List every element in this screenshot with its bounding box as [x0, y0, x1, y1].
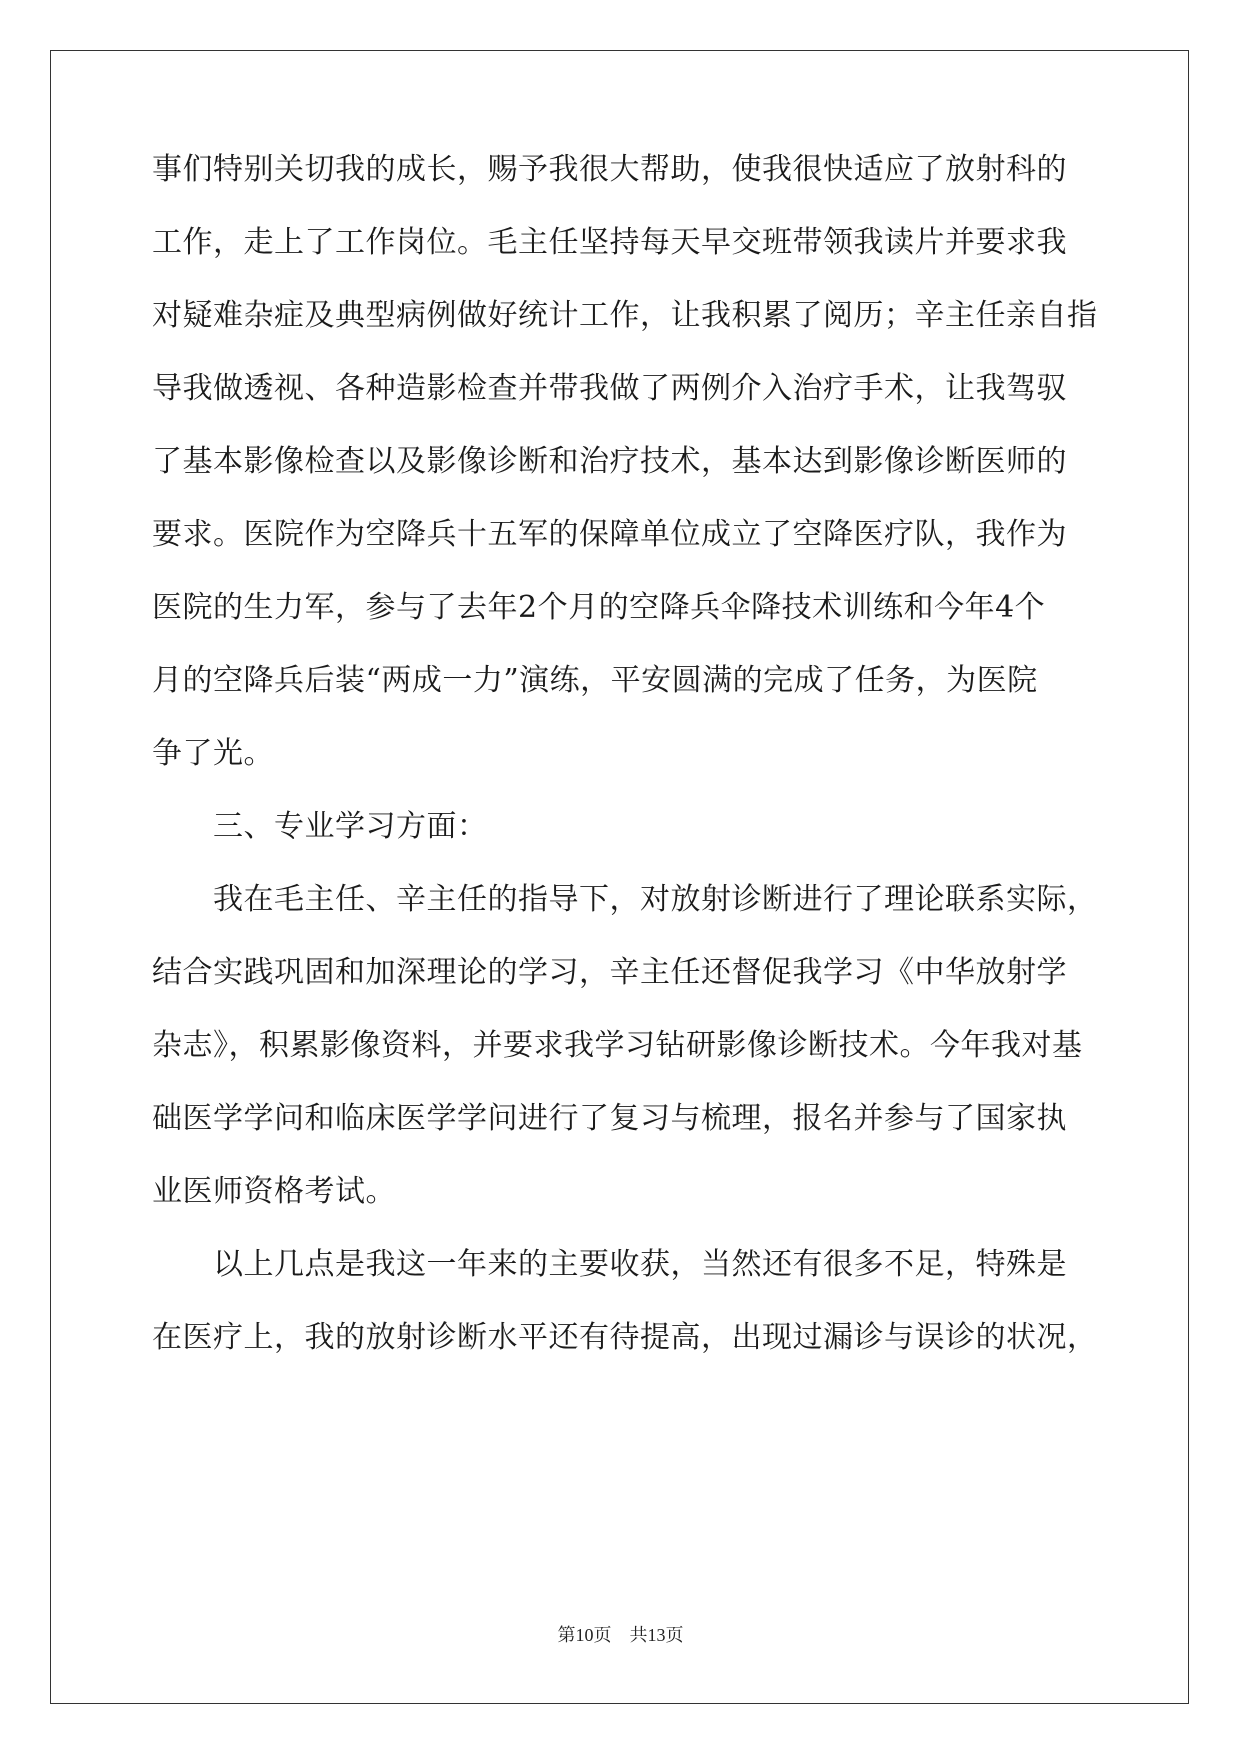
section-heading: 三、专业学习方面： [152, 809, 488, 844]
text-line-12: 结合实践巩固和加深理论的学习，辛主任还督促我学习《中华放射学 [152, 955, 1067, 990]
text-line-9: 争了光。 [152, 736, 274, 771]
text-line-17: 在医疗上，我的放射诊断水平还有待提高，出现过漏诊与误诊的状况， [152, 1320, 1098, 1355]
text-line-13: 杂志》，积累影像资料，并要求我学习钻研影像诊断技术。今年我对基 [152, 1028, 1083, 1063]
text-line-3: 对疑难杂症及典型病例做好统计工作，让我积累了阅历；辛主任亲自指 [152, 298, 1098, 333]
text-line-5: 了基本影像检查以及影像诊断和治疗技术，基本达到影像诊断医师的 [152, 444, 1067, 479]
text-line-14: 础医学学问和临床医学学问进行了复习与梳理，报名并参与了国家执 [152, 1101, 1067, 1136]
page-footer [0, 1623, 1241, 1648]
text-line-7: 医院的生力军，参与了去年2个月的空降兵伞降技术训练和今年4个 [152, 590, 1046, 625]
text-line-11: 我在毛主任、辛主任的指导下，对放射诊断进行了理论联系实际， [152, 882, 1098, 917]
text-line-6: 要求。医院作为空降兵十五军的保障单位成立了空降医疗队，我作为 [152, 517, 1067, 552]
footer-suffix: 页 [665, 1625, 684, 1646]
text-line-16: 以上几点是我这一年来的主要收获，当然还有很多不足，特殊是 [152, 1247, 1067, 1282]
footer-mid: 页 共 [593, 1625, 648, 1646]
footer-page-total: 13 [647, 1625, 666, 1645]
text-line-1: 事们特别关切我的成长，赐予我很大帮助，使我很快适应了放射科的 [152, 152, 1067, 187]
footer-page-current: 10 [575, 1625, 594, 1645]
text-line-2: 工作，走上了工作岗位。毛主任坚持每天早交班带领我读片并要求我 [152, 225, 1067, 260]
text-line-8: 月的空降兵后装“两成一力”演练，平安圆满的完成了任务，为医院 [152, 663, 1038, 698]
text-line-15: 业医师资格考试。 [152, 1174, 396, 1209]
text-line-4: 导我做透视、各种造影检查并带我做了两例介入治疗手术，让我驾驭 [152, 371, 1067, 406]
footer-prefix: 第 [557, 1625, 576, 1646]
